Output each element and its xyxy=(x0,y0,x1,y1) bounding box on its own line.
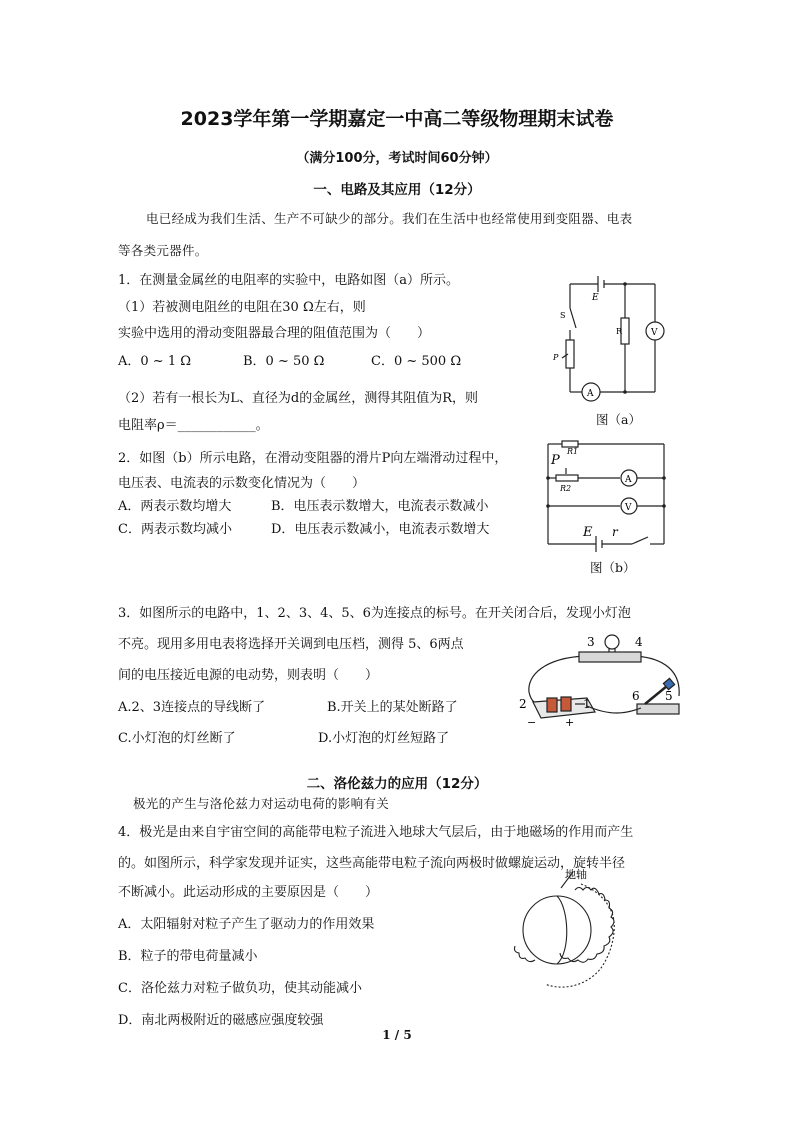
label-node-4: 4 xyxy=(635,635,643,649)
label-r1: R1 xyxy=(567,447,579,456)
label-e: E xyxy=(592,293,599,303)
q3-line3: 间的电压接近电源的电动势，则表明（ ） xyxy=(118,668,379,683)
q4-option-b: B．粒子的带电荷量减小 xyxy=(118,949,258,964)
label-node-6: 6 xyxy=(632,689,640,703)
label-minus: − xyxy=(527,716,537,729)
q1-stem: 1．在测量金属丝的电阻率的实验中，电路如图（a）所示。 xyxy=(118,273,460,288)
q4-line2: 的。如图所示，科学家发现并证实，这些高能带电粒子流向两极时做螺旋运动，旋转半径 xyxy=(118,856,626,871)
q4-line3: 不断减小。此运动形成的主要原因是（ ） xyxy=(118,885,379,900)
label-node-3: 3 xyxy=(587,635,595,649)
q2-option-c: C．两表示数均减小 xyxy=(118,522,232,537)
section1-intro-line2: 等各类元器件。 xyxy=(118,243,208,258)
figure-a-caption: 图（a） xyxy=(596,412,641,427)
label-r2: R2 xyxy=(560,484,572,493)
q2-option-d: D．电压表示数减小，电流表示数增大 xyxy=(271,522,490,537)
q2-line1: 2．如图（b）所示电路，在滑动变阻器的滑片P向左端滑动过程中， xyxy=(118,451,508,466)
label-e-b: E xyxy=(583,525,593,540)
figure-b-caption: 图（b） xyxy=(590,560,636,575)
section2-intro: 极光的产生与洛伦兹力对运动电荷的影响有关 xyxy=(133,796,390,811)
exam-subtitle: （满分100分，考试时间60分钟） xyxy=(296,151,498,166)
label-r-b: r xyxy=(612,525,618,539)
q1-part2-line2: 电阻率ρ＝____________。 xyxy=(118,418,269,433)
q3-option-c: C.小灯泡的灯丝断了 xyxy=(118,731,236,746)
figure-q4-earth-spiral xyxy=(505,868,645,1018)
label-v-b: V xyxy=(625,503,632,513)
q3-line1: 3．如图所示的电路中，1、2、3、4、5、6为连接点的标号。在开关闭合后，发现小灯泡 xyxy=(118,606,631,621)
exam-title: 2023学年第一学期嘉定一中高二等级物理期末试卷 xyxy=(180,108,614,130)
q1-part2-line1: （2）若有一根长为L、直径为d的金属丝，测得其阻值为R，则 xyxy=(118,391,479,406)
label-r: R xyxy=(616,327,623,336)
q3-line2: 不亮。现用多用电表将选择开关调到电压档，测得 5、6两点 xyxy=(118,637,464,652)
label-a-b: A xyxy=(625,475,632,485)
q4-option-a: A．太阳辐射对粒子产生了驱动力的作用效果 xyxy=(118,917,375,932)
figure-b-circuit xyxy=(540,436,670,556)
q3-option-d: D.小灯泡的灯丝短路了 xyxy=(318,731,450,746)
q3-option-b: B.开关上的某处断路了 xyxy=(327,700,458,715)
label-s: S xyxy=(560,311,566,320)
label-node-1: 1 xyxy=(583,697,591,711)
q4-option-c: C．洛伦兹力对粒子做负功，使其动能减小 xyxy=(118,981,362,996)
q2-line2: 电压表、电流表的示数变化情况为（ ） xyxy=(118,476,366,491)
label-a: A xyxy=(587,389,594,399)
label-v: V xyxy=(651,328,658,338)
label-p: P xyxy=(553,353,559,362)
page-number: 1 / 5 xyxy=(382,1028,412,1042)
label-node-5: 5 xyxy=(665,689,673,703)
q3-option-a: A.2、3连接点的导线断了 xyxy=(118,700,266,715)
section1-intro-line1: 电已经成为我们生活、生产不可缺少的部分。我们在生活中也经常使用到变阻器、电表 xyxy=(146,211,633,226)
q1-part1-line1: （1）若被测电阻丝的电阻在30 Ω左右，则 xyxy=(118,300,366,315)
q1-option-b: B．0 ~ 50 Ω xyxy=(243,354,325,369)
figure-q3-circuit xyxy=(515,630,690,730)
q2-option-a: A．两表示数均增大 xyxy=(118,499,232,514)
label-plus: + xyxy=(565,716,575,729)
section2-heading: 二、洛伦兹力的应用（12分） xyxy=(306,776,488,792)
q4-line1: 4．极光是由来自宇宙空间的高能带电粒子流进入地球大气层后，由于地磁场的作用而产生 xyxy=(118,825,634,840)
q1-part1-line2: 实验中选用的滑动变阻器最合理的阻值范围为（ ） xyxy=(118,326,431,341)
label-p-b: P xyxy=(551,453,560,468)
label-earth-axis: 地轴 xyxy=(565,868,587,881)
q1-option-c: C．0 ~ 500 Ω xyxy=(371,354,462,369)
q1-option-a: A．0 ~ 1 Ω xyxy=(118,354,191,369)
q2-option-b: B．电压表示数增大，电流表示数减小 xyxy=(271,499,489,514)
figure-a-circuit xyxy=(540,270,670,430)
label-node-2: 2 xyxy=(519,697,527,711)
section1-heading: 一、电路及其应用（12分） xyxy=(313,182,481,198)
q4-option-d: D．南北两极附近的磁感应强度较强 xyxy=(118,1013,324,1028)
